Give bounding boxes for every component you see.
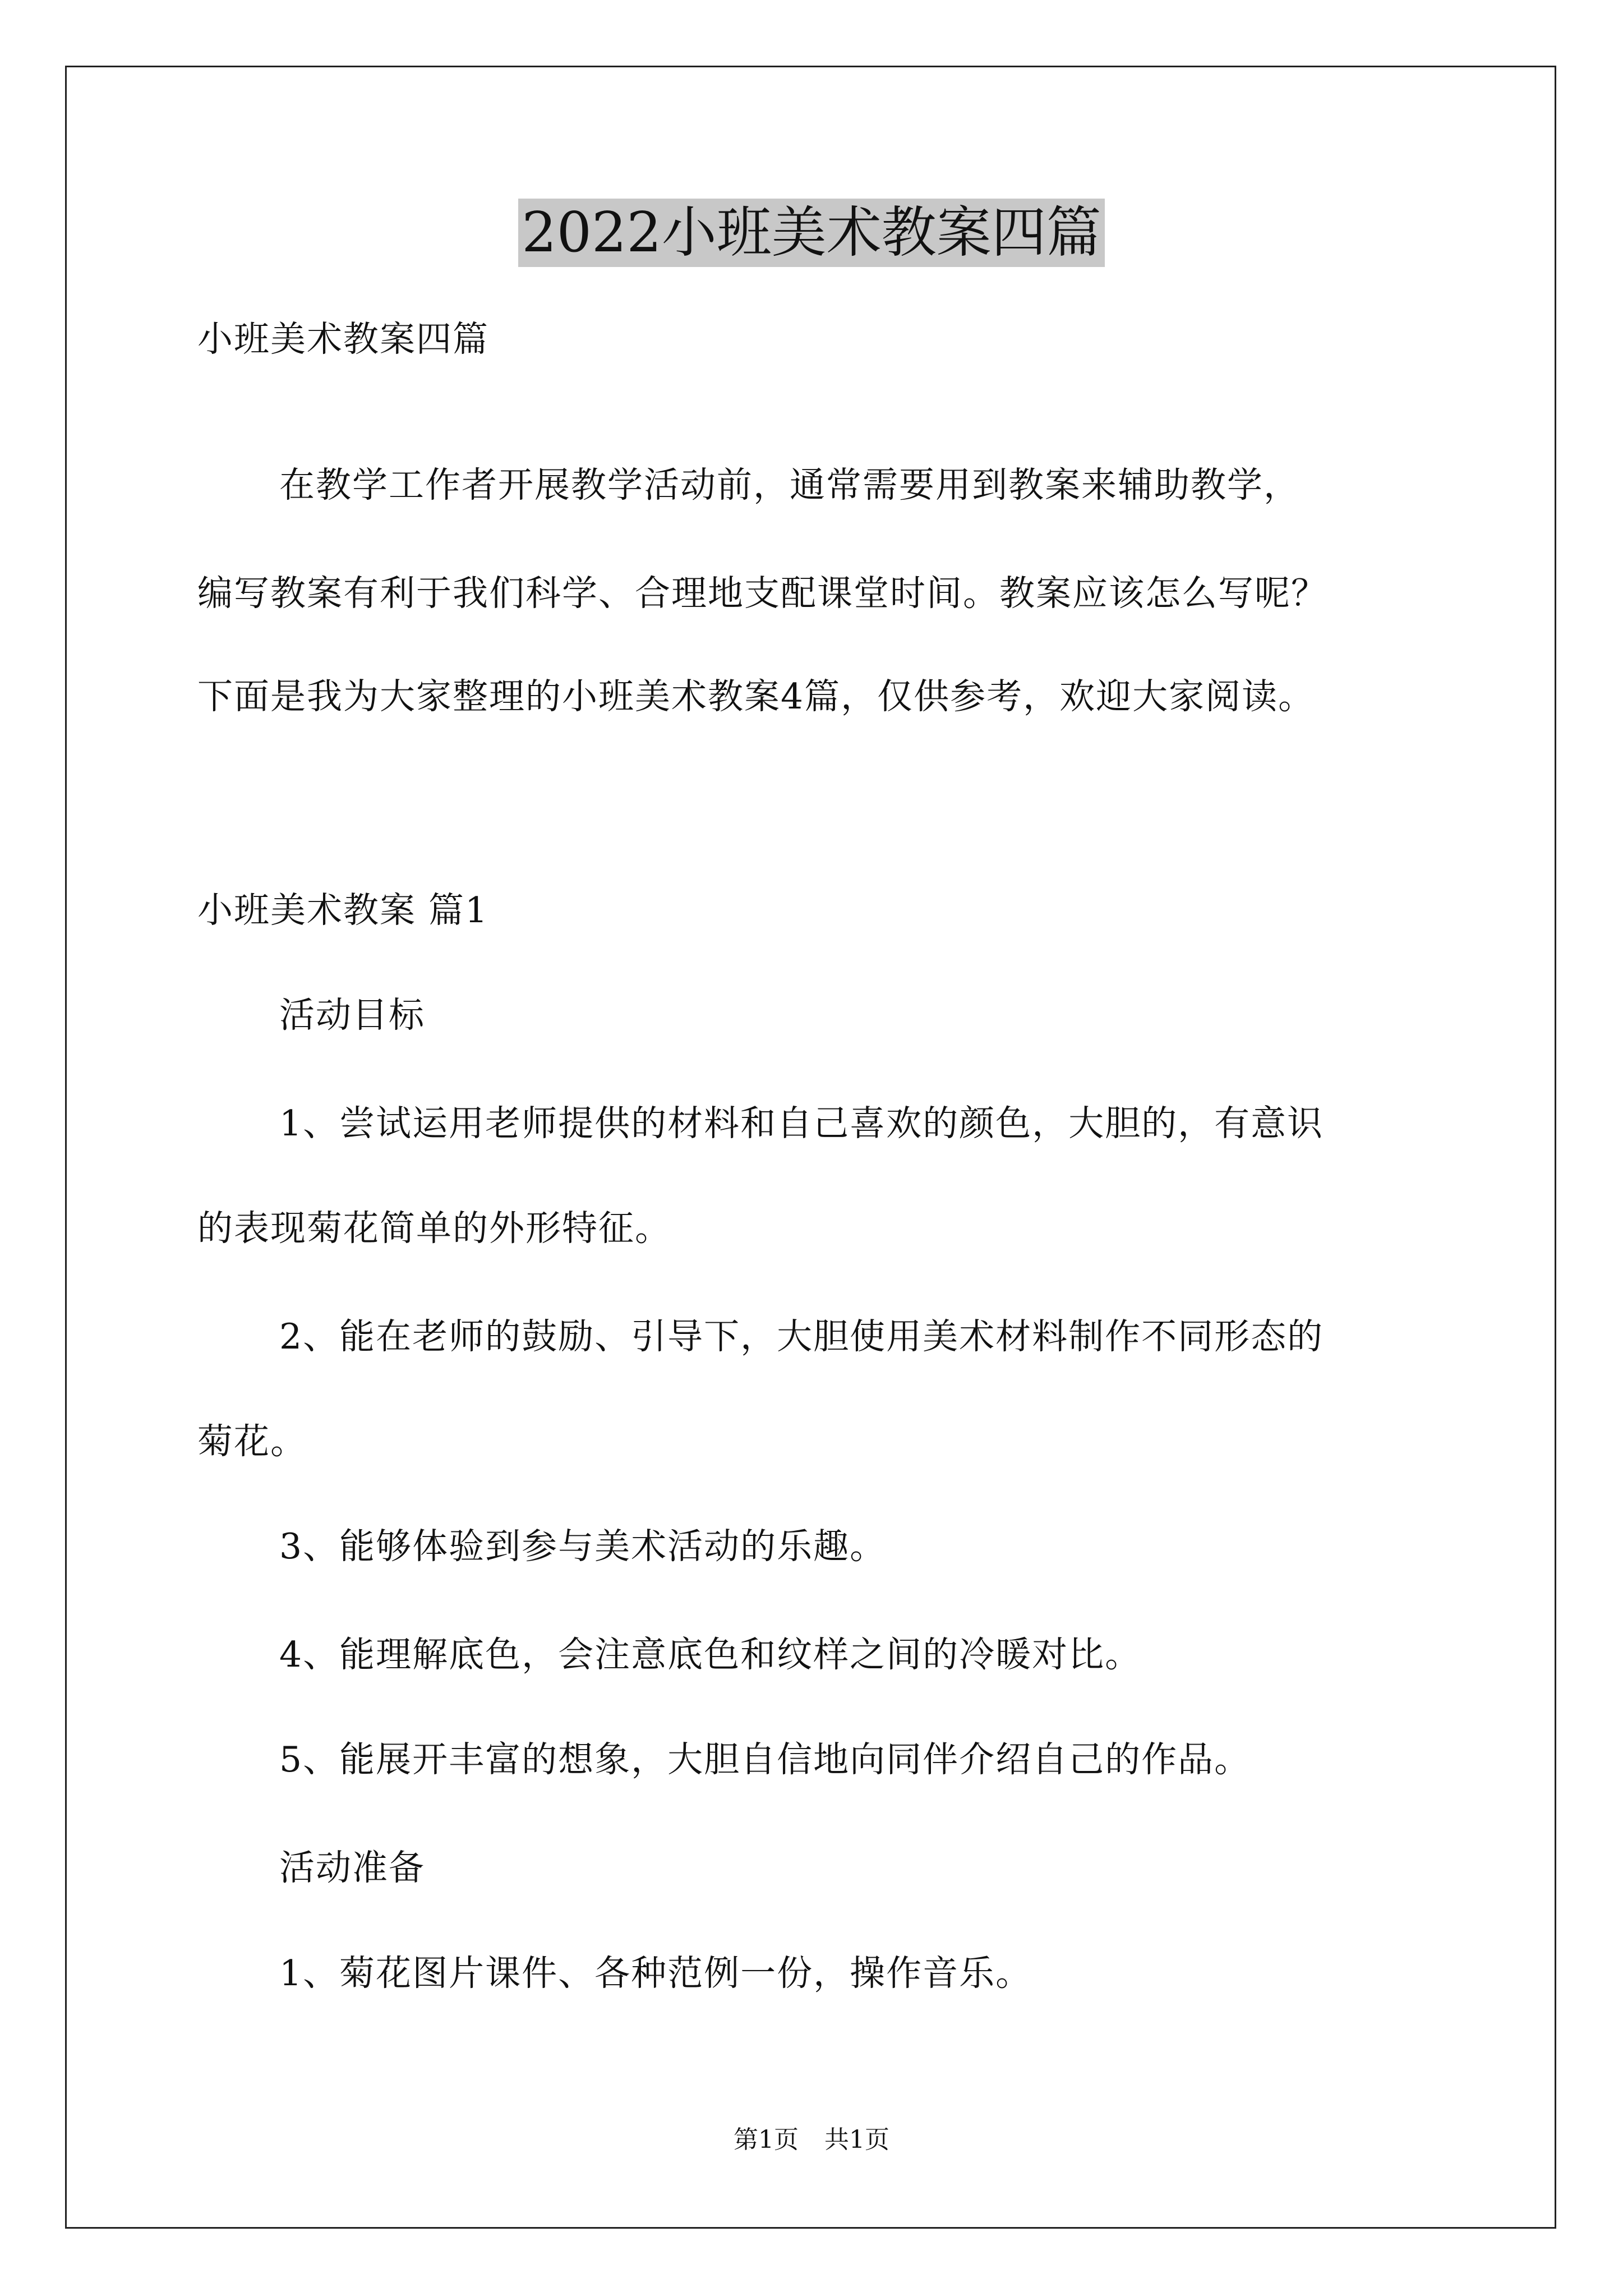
list-item-line: 2、能在老师的鼓励、引导下，大胆使用美术材料制作不同形态的 bbox=[279, 1316, 1324, 1357]
list-item-line: 的表现菊花简单的外形特征。 bbox=[197, 1208, 671, 1249]
list-item-line: 菊花。 bbox=[197, 1421, 307, 1462]
paragraph-line: 在教学工作者开展教学活动前，通常需要用到教案来辅助教学， bbox=[279, 464, 1300, 505]
document-title bbox=[0, 196, 1623, 269]
paragraph-line: 编写教案有利于我们科学、合理地支配课堂时间。教案应该怎么写呢？ bbox=[197, 573, 1327, 614]
page-footer bbox=[0, 2123, 1623, 2157]
list-item-line: 1、菊花图片课件、各种范例一份，操作音乐。 bbox=[279, 1953, 1032, 1994]
intro-heading: 小班美术教案四篇 bbox=[197, 319, 489, 360]
section-heading: 小班美术教案 篇1 bbox=[197, 890, 489, 931]
list-item-line: 3、能够体验到参与美术活动的乐趣。 bbox=[279, 1526, 887, 1567]
subheading-activity-goals: 活动目标 bbox=[279, 995, 425, 1036]
page-total: 共1页 bbox=[824, 2125, 889, 2154]
paragraph-line: 下面是我为大家整理的小班美术教案4篇，仅供参考，欢迎大家阅读。 bbox=[197, 676, 1315, 717]
list-item-line: 5、能展开丰富的想象，大胆自信地向同伴介绍自己的作品。 bbox=[279, 1739, 1251, 1780]
page-current: 第1页 bbox=[734, 2125, 799, 2154]
document-title-text: 2022小班美术教案四篇 bbox=[518, 199, 1104, 267]
list-item-line: 4、能理解底色，会注意底色和纹样之间的冷暖对比。 bbox=[279, 1634, 1142, 1675]
list-item-line: 1、尝试运用老师提供的材料和自己喜欢的颜色，大胆的，有意识 bbox=[279, 1103, 1324, 1144]
subheading-activity-prep: 活动准备 bbox=[279, 1847, 425, 1888]
